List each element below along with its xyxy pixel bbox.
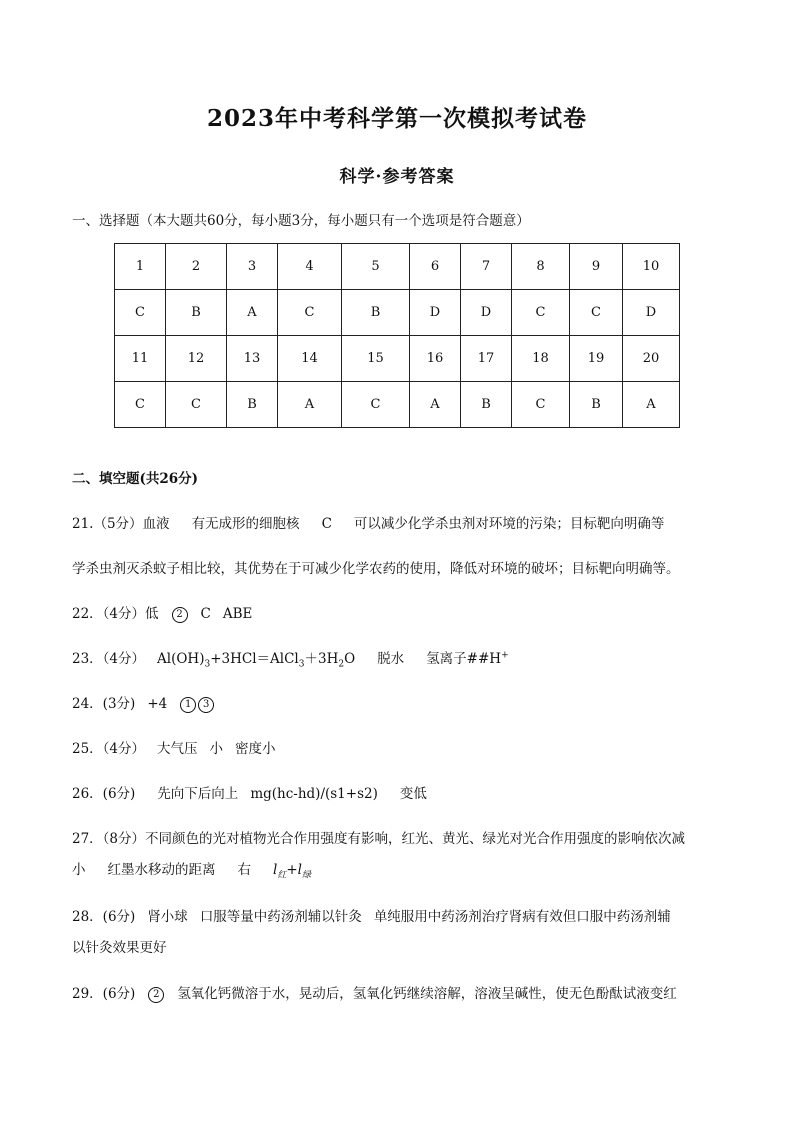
table-cell: C xyxy=(278,290,342,336)
table-cell: C xyxy=(570,290,623,336)
q23-answer-3: 氢离子##H+ xyxy=(426,650,509,667)
table-cell: C xyxy=(115,382,166,428)
q27-line-2 xyxy=(72,858,732,881)
table-cell: 10 xyxy=(623,244,680,290)
table-cell: B xyxy=(570,382,623,428)
q28-line xyxy=(72,905,732,925)
table-cell: 9 xyxy=(570,244,623,290)
q27-line xyxy=(72,827,732,847)
q21-answer-3: C xyxy=(321,516,332,532)
q21-number: 21.（5分） xyxy=(72,516,143,532)
table-cell: 3 xyxy=(227,244,278,290)
q22-answer-3: C xyxy=(200,606,211,622)
q28-answer-2: 口服等量中药汤剂辅以针灸 xyxy=(199,909,362,925)
q28-continuation: 以针灸效果更好 xyxy=(72,940,167,956)
q25-answer-1: 大气压 xyxy=(157,741,198,757)
table-row xyxy=(115,382,680,428)
table-cell: 15 xyxy=(342,336,410,382)
table-row xyxy=(115,244,680,290)
q26-answer-1: 先向下后向上 xyxy=(157,786,239,802)
q22-line xyxy=(72,602,732,623)
q22-circled-2: 2 xyxy=(172,607,188,623)
q29-line xyxy=(72,982,732,1003)
q24-circled-3: 3 xyxy=(198,697,214,713)
table-cell: 13 xyxy=(227,336,278,382)
q23-number: 23．（4分） xyxy=(72,651,146,667)
table-cell: C xyxy=(166,382,227,428)
table-cell: D xyxy=(461,290,512,336)
q27-number: 27．（8分） xyxy=(72,831,146,847)
q27-answer-2: 红墨水移动的距离 xyxy=(107,862,216,878)
table-cell: 1 xyxy=(115,244,166,290)
table-row xyxy=(115,290,680,336)
table-row xyxy=(115,336,680,382)
q27-answer-3: 右 xyxy=(237,862,251,878)
q21-answer-4: 可以减少化学杀虫剂对环境的污染；目标靶向明确等 xyxy=(353,516,665,532)
table-cell: A xyxy=(410,382,461,428)
page-title: 2023年中考科学第一次模拟考试卷 xyxy=(206,105,587,132)
table-cell: 20 xyxy=(623,336,680,382)
table-cell: B xyxy=(166,290,227,336)
q29-answer-2: 氢氧化钙微溶于水，晃动后，氢氧化钙继续溶解，溶液呈碱性，使无色酚酞试液变红 xyxy=(177,986,677,1002)
table-cell: 7 xyxy=(461,244,512,290)
table-cell: 2 xyxy=(166,244,227,290)
q25-answer-2: 小 xyxy=(209,741,224,757)
q24-number: 24．(3分) xyxy=(72,696,136,712)
section2-heading: 二、填空题(共26分) xyxy=(72,471,199,487)
q26-number: 26．(6分) xyxy=(72,786,136,802)
table-cell: A xyxy=(227,290,278,336)
q27-answer-4: $l_红+l_绿$ xyxy=(273,862,311,881)
q25-line xyxy=(72,737,732,757)
q27-answer-1: 不同颜色的光对植物光合作用强度有影响，红光、黄光、绿光对光合作用强度的影响依次减 xyxy=(145,831,686,847)
table-cell: 8 xyxy=(512,244,570,290)
q27-answer-1-cont: 小 xyxy=(72,862,86,878)
q25-answer-3: 密度小 xyxy=(235,741,276,757)
table-cell: 18 xyxy=(512,336,570,382)
q26-line xyxy=(72,782,732,802)
table-cell: 16 xyxy=(410,336,461,382)
q26-answer-3: 变低 xyxy=(399,786,427,802)
table-cell: 17 xyxy=(461,336,512,382)
table-cell: D xyxy=(623,290,680,336)
table-cell: 4 xyxy=(278,244,342,290)
q28-answer-3: 单纯服用中药汤剂治疗肾病有效但口服中药汤剂辅 xyxy=(373,909,671,925)
q29-number: 29．(6分) xyxy=(72,986,136,1002)
table-cell: C xyxy=(115,290,166,336)
answer-table xyxy=(114,243,680,428)
q28-answer-1: 肾小球 xyxy=(147,909,188,925)
section1-heading: 一、选择题（本大题共60分，每小题3分，每小题只有一个选项是符合题意） xyxy=(72,213,530,229)
q24-answer-1: +4 xyxy=(147,696,168,712)
table-cell: A xyxy=(623,382,680,428)
table-cell: C xyxy=(512,290,570,336)
table-cell: D xyxy=(410,290,461,336)
q24-circled-1: 1 xyxy=(180,697,196,713)
q28-number: 28．(6分) xyxy=(72,909,136,925)
q23-line xyxy=(72,647,732,670)
table-cell: 11 xyxy=(115,336,166,382)
q21-line xyxy=(72,512,732,532)
table-cell: 5 xyxy=(342,244,410,290)
q26-answer-2: mg(hc-hd)/(s1+s2) xyxy=(250,786,378,802)
table-cell: B xyxy=(461,382,512,428)
q22-answer-4: ABE xyxy=(222,606,253,622)
q21-continuation: 学杀虫剂灭杀蚊子相比较，其优势在于可减少化学农药的使用，降低对环境的破坏；目标靶向明确等。 xyxy=(72,561,680,577)
q24-line xyxy=(72,692,732,713)
q23-answer-2: 脱水 xyxy=(377,651,405,667)
q21-answer-1: 血液 xyxy=(142,516,170,532)
table-cell: B xyxy=(342,290,410,336)
page-subtitle: 科学·参考答案 xyxy=(339,167,455,187)
q22-answer-1: 低 xyxy=(145,606,159,622)
q29-circled-2: 2 xyxy=(148,987,164,1003)
table-cell: A xyxy=(278,382,342,428)
q22-number: 22．（4分） xyxy=(72,606,146,622)
table-cell: 14 xyxy=(278,336,342,382)
table-cell: C xyxy=(342,382,410,428)
table-cell: 6 xyxy=(410,244,461,290)
q23-equation: $Al(OH)_3+3HCl=AlCl_3+3H_2O$ xyxy=(157,651,356,670)
table-cell: 19 xyxy=(570,336,623,382)
q25-number: 25．（4分） xyxy=(72,741,146,757)
table-cell: 12 xyxy=(166,336,227,382)
table-cell: C xyxy=(512,382,570,428)
q21-answer-2: 有无成形的细胞核 xyxy=(191,516,300,532)
table-cell: B xyxy=(227,382,278,428)
